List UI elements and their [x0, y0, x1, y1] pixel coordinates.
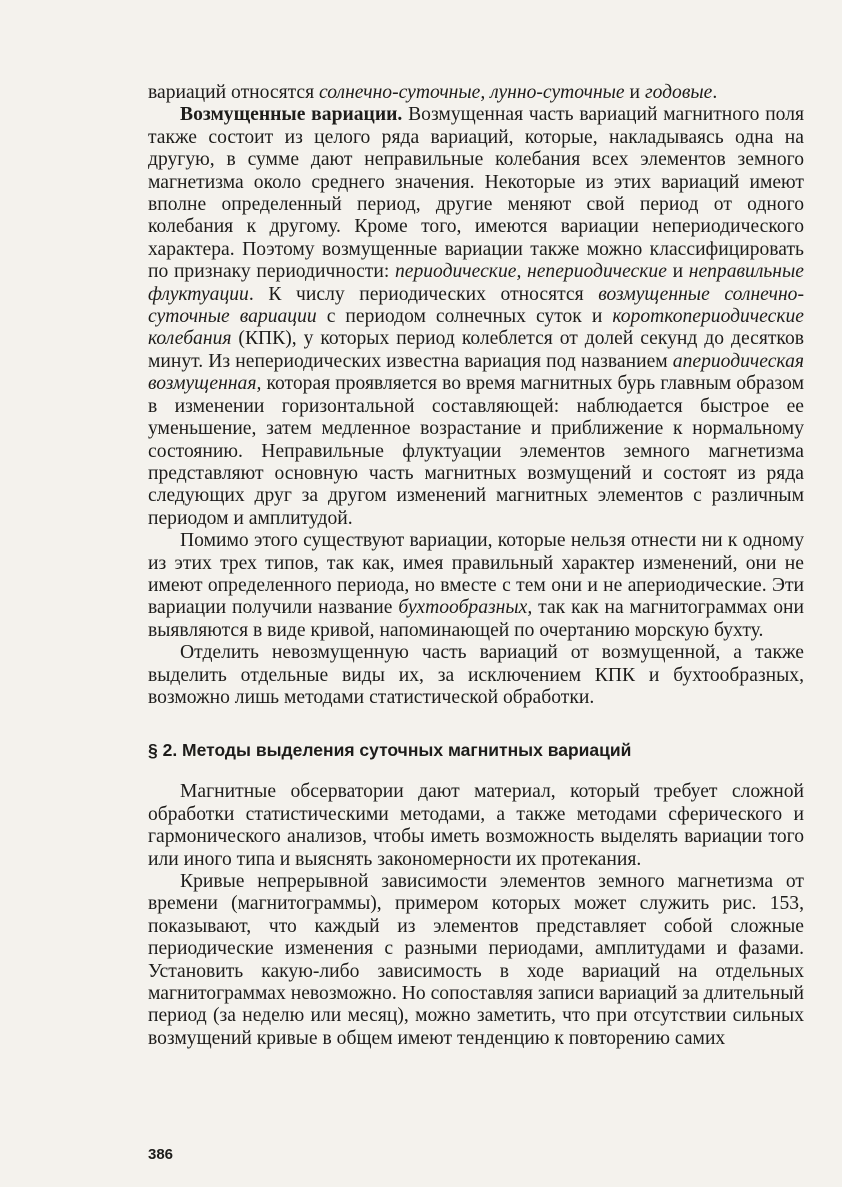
- text-run: Возмущенная часть вариаций магнитного поля также состоит из целого ряда вариаций, которые, накладываясь одна на другую, в сумме дают неправильные колебания всех элементов земного магнетизма около среднего значения. Некоторые из этих вариаций имеют вполне определенный период, другие меняют свой период от одного колебания к другому. Кроме того, имеются вариации непериодического характера. Поэтому возмущенные вариации также можно классифицировать по признаку периодичности:: [148, 104, 805, 283]
- text-run: вариаций относятся: [148, 82, 320, 103]
- page-number: 386: [148, 1146, 174, 1163]
- text-run: с периодом солнечных суток и: [316, 306, 613, 328]
- paragraph-observatories: Магнитные обсерватории дают материал, который требует сложной обработки статистическими методами, а также методами сферического и гармонического анализов, чтобы иметь возможность выделять вариации того или иного типа и выяснять закономерности их протекания.: [148, 781, 804, 870]
- italic-term: апериодическая возмущенная,: [148, 350, 804, 395]
- text-run: так как на магнитограммах они выявляются в виде кривой, напоминающей по очертанию морскую бухту.: [148, 597, 804, 641]
- book-page-text: [148, 82, 804, 1050]
- text-run: Помимо этого существуют вариации, которые нельзя отнести ни к одному из этих трех типов, так как, имея правильный характер изменений, они не имеют определенного периода, но вместе с тем они и не апериодические. Эти вариации получили название: [148, 530, 804, 619]
- text-run: .: [712, 82, 718, 103]
- text-run: . К числу периодических относятся: [248, 283, 599, 305]
- text-run: (КПК), у которых период колеблется от долей секунд до десятков минут. Из непериодических известна вариация под названием: [148, 328, 804, 372]
- italic-term: возмущенные солнечно-суточные вариации: [148, 283, 804, 328]
- paragraph-disturbed-variations: [148, 104, 804, 530]
- section-heading: § 2. Методы выделения суточных магнитных вариаций: [148, 740, 632, 761]
- italic-term: периодические, непериодические: [394, 261, 667, 283]
- italic-term: короткопериодические колебания: [148, 306, 804, 350]
- paragraph-continuation: [148, 82, 804, 104]
- run-in-heading: Возмущенные вариации.: [180, 104, 403, 126]
- paragraph-bay-variations: [148, 530, 804, 642]
- text-run: и: [624, 82, 645, 103]
- italic-term: неправильные флуктуации: [148, 261, 804, 305]
- paragraph-separation: Отделить невозмущенную часть вариаций от возмущенной, а также выделить отдельные виды их, за исключением КПК и бухтообразных, возможно лишь методами статистической обработки.: [148, 642, 804, 708]
- text-run: и: [666, 261, 689, 283]
- text-run: которая проявляется во время магнитных бурь главным образом в изменении горизонтальной составляющей: наблюдается быстрое ее уменьшение, затем медленное возрастание и приближение к нормальному состоянию. Неправильные флуктуации элементов земного магнетизма представляют основную часть магнитных возмущений и состоят из ряда следующих друг за другом изменений магнитных элементов с различным периодом и амплитудой.: [148, 373, 804, 529]
- italic-term: бухтообразных,: [398, 597, 533, 619]
- italic-term: солнечно-суточные, лунно-суточные: [319, 82, 625, 103]
- paragraph-magnetograms: Кривые непрерывной зависимости элементов земного магнетизма от времени (магнитограммы), примером которых может служить рис. 153, показывают, что каждый из элементов представляет собой сложные периодические изменения с разными периодами, амплитудами и фазами. Установить какую-либо зависимость в ходе вариаций на отдельных магнитограммах невозможно. Но сопоставляя записи вариаций за длительный период (за неделю или месяц), можно заметить, что при отсутствии сильных возмущений кривые в общем имеют тенденцию к повторению самих: [148, 871, 804, 1049]
- italic-term: годовые: [644, 82, 713, 103]
